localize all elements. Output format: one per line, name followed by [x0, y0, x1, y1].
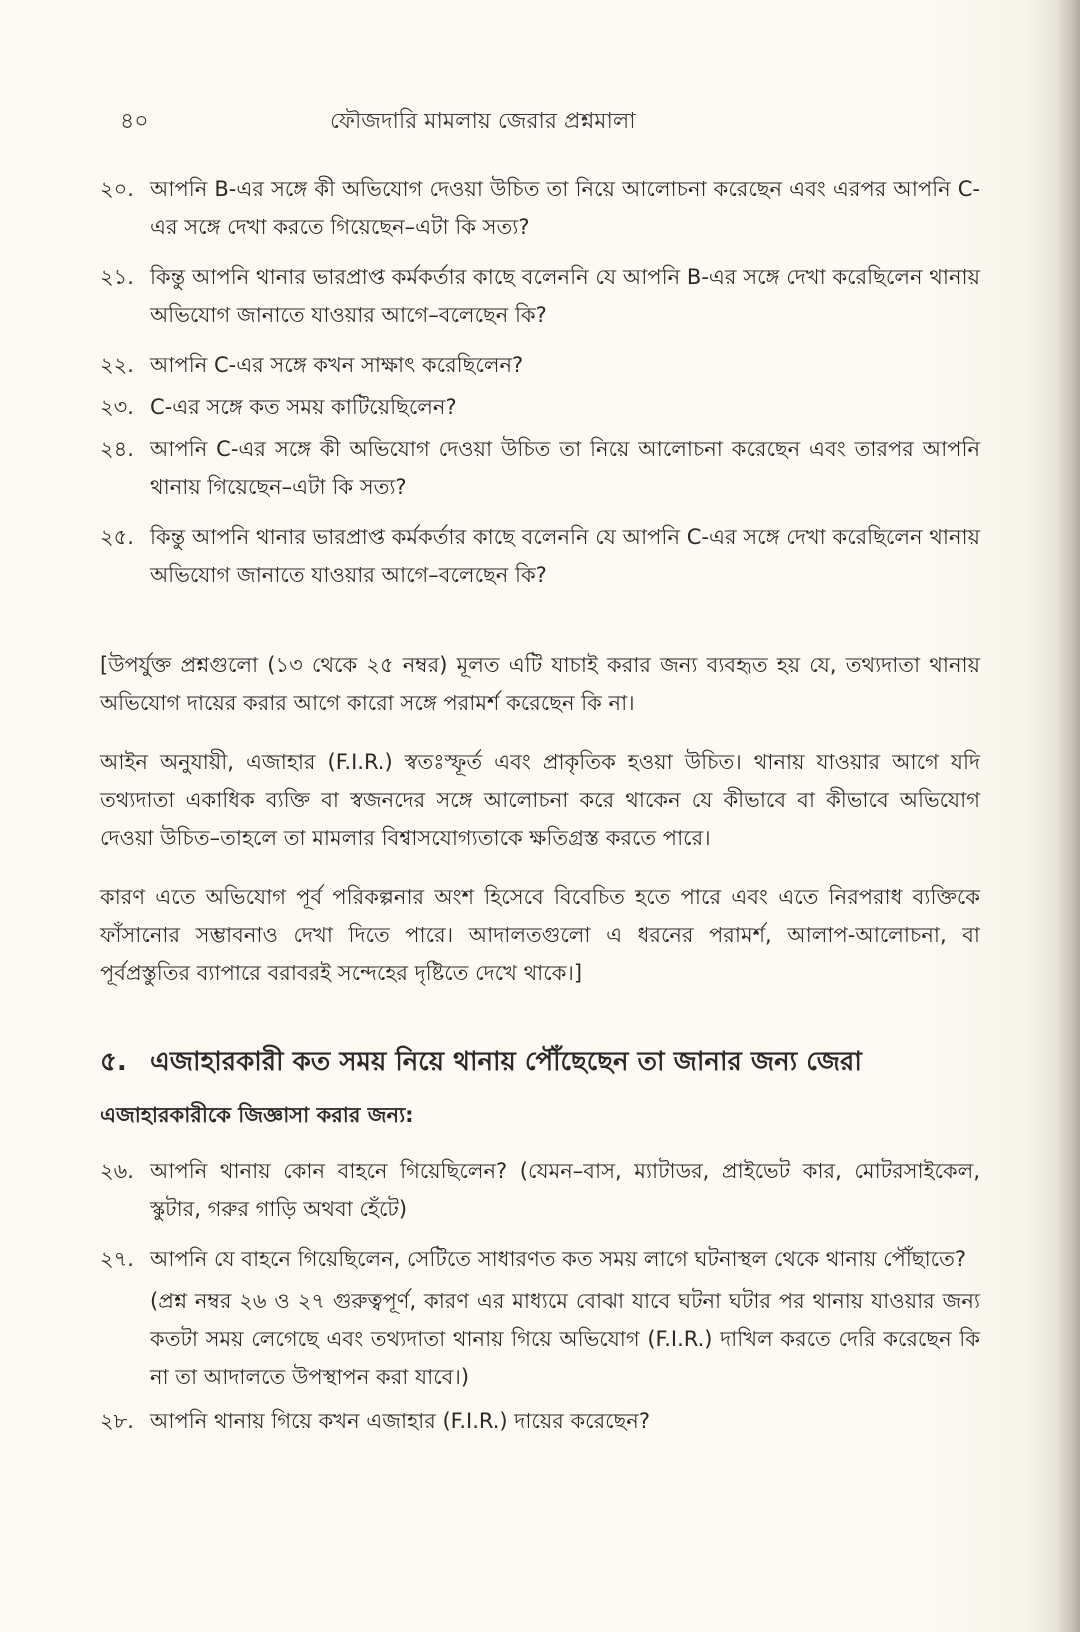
question-item: [100, 1402, 980, 1440]
note-paragraph: আইন অনুযায়ী, এজাহার (F.I.R.) স্বতঃস্ফূর্ত এবং প্রাকৃতিক হওয়া উচিত। থানায় যাওয়ার আগে যদি তথ্যদাতা একাধিক ব্যক্তি বা স্বজনদের সঙ্গে আলোচনা করে থাকেন যে কীভাবে বা কীভাবে অভিযোগ দেওয়া উচিত–তাহলে তা মামলার বিশ্বাসযোগ্যতাকে ক্ষতিগ্রস্ত করতে পারে।: [100, 750, 980, 850]
note-paragraph: [উপর্যুক্ত প্রশ্নগুলো (১৩ থেকে ২৫ নম্বর) মূলত এটি যাচাই করার জন্য ব্যবহৃত হয় যে, তথ্যদাতা থানায় অভিযোগ দায়ের করার আগে কারো সঙ্গে পরামর্শ করেছেন কি না।: [100, 653, 980, 715]
question-text: আপনি C-এর সঙ্গে কী অভিযোগ দেওয়া উচিত তা নিয়ে আলোচনা করেছেন এবং তারপর আপনি থানায় গিয়েছেন–এটা কি সত্য?: [150, 437, 980, 499]
question-number: ২৪.: [100, 437, 134, 461]
note-paragraph: কারণ এতে অভিযোগ পূর্ব পরিকল্পনার অংশ হিসেবে বিবেচিত হতে পারে এবং এতে নিরপরাধ ব্যক্তিকে ফাঁসানোর সম্ভাবনাও দেখা দিতে পারে। আদালতগুলো এ ধরনের পরামর্শ, আলাপ-আলোচনা, বা পূর্বপ্রস্তুতির ব্যাপারে বরাবরই সন্দেহের দৃষ্টিতে দেখে থাকে।]: [100, 885, 980, 985]
question-number: ২৩.: [100, 395, 134, 419]
section-title: এজাহারকারী কত সময় নিয়ে থানায় পৌঁছেছেন তা জানার জন্য জেরা: [150, 1047, 862, 1077]
section-heading: [100, 1042, 980, 1082]
question-text: আপনি থানায় কোন বাহনে গিয়েছিলেন? (যেমন–বাস, ম্যাটাডর, প্রাইভেট কার, মোটরসাইকেল, স্কুটার, গরুর গাড়ি অথবা হেঁটে): [150, 1159, 980, 1221]
spacer: [100, 606, 980, 646]
question-item: [100, 346, 980, 384]
question-text: আপনি যে বাহনে গিয়েছিলেন, সেটিতে সাধারণত কত সময় লাগে ঘটনাস্থল থেকে থানায় পৌঁছাতে?: [150, 1247, 967, 1271]
section-number: ৫.: [100, 1047, 127, 1077]
question-number: ২২.: [100, 353, 134, 377]
question-number: ২১.: [100, 265, 134, 289]
question-number: ২৬.: [100, 1159, 134, 1183]
question-number: ২৭.: [100, 1247, 134, 1271]
question-item: [100, 430, 980, 506]
page-number: ৪০: [120, 109, 149, 134]
book-title: ফৌজদারি মামলায় জেরার প্রশ্নমালা: [330, 109, 636, 134]
question-text: আপনি B-এর সঙ্গে কী অভিযোগ দেওয়া উচিত তা নিয়ে আলোচনা করেছেন এবং এরপর আপনি C-এর সঙ্গে দেখা করতে গিয়েছেন–এটা কি সত্য?: [150, 177, 980, 239]
section-subheading: এজাহারকারীকে জিজ্ঞাসা করার জন্য:: [100, 1103, 414, 1127]
question-item: [100, 388, 980, 426]
running-header: [120, 104, 980, 140]
question-number: ২৫.: [100, 525, 134, 549]
question-item: [100, 258, 980, 334]
question-text: আপনি C-এর সঙ্গে কখন সাক্ষাৎ করেছিলেন?: [150, 353, 524, 377]
question-number: ২৮.: [100, 1409, 134, 1433]
question-text: কিন্তু আপনি থানার ভারপ্রাপ্ত কর্মকর্তার কাছে বলেননি যে আপনি B-এর সঙ্গে দেখা করেছিলেন থানায় অভিযোগ জানাতে যাওয়ার আগে–বলেছেন কি?: [150, 265, 980, 327]
question-item: [100, 518, 980, 594]
question-text: কিন্তু আপনি থানার ভারপ্রাপ্ত কর্মকর্তার কাছে বলেননি যে আপনি C-এর সঙ্গে দেখা করেছিলেন থানায় অভিযোগ জানাতে যাওয়ার আগে–বলেছেন কি?: [150, 525, 980, 587]
question-text: C-এর সঙ্গে কত সময় কাটিয়েছিলেন?: [150, 395, 457, 419]
question-text: আপনি থানায় গিয়ে কখন এজাহার (F.I.R.) দায়ের করেছেন?: [150, 1409, 650, 1433]
page-body: [100, 170, 980, 1452]
question-item: [100, 1152, 980, 1228]
question-item: [100, 170, 980, 246]
page-edge-shadow: [1058, 0, 1080, 1632]
question-number: ২০.: [100, 177, 134, 201]
question-item: [100, 1240, 980, 1278]
explanatory-note: (প্রশ্ন নম্বর ২৬ ও ২৭ গুরুত্বপূর্ণ, কারণ এর মাধ্যমে বোঝা যাবে ঘটনা ঘটার পর থানায় যাওয়ার জন্য কতটা সময় লেগেছে এবং তথ্যদাতা থানায় গিয়ে অভিযোগ (F.I.R.) দাখিল করতে দেরি করেছেন কি না তা আদালতে উপস্থাপন করা যাবে।): [150, 1289, 980, 1389]
